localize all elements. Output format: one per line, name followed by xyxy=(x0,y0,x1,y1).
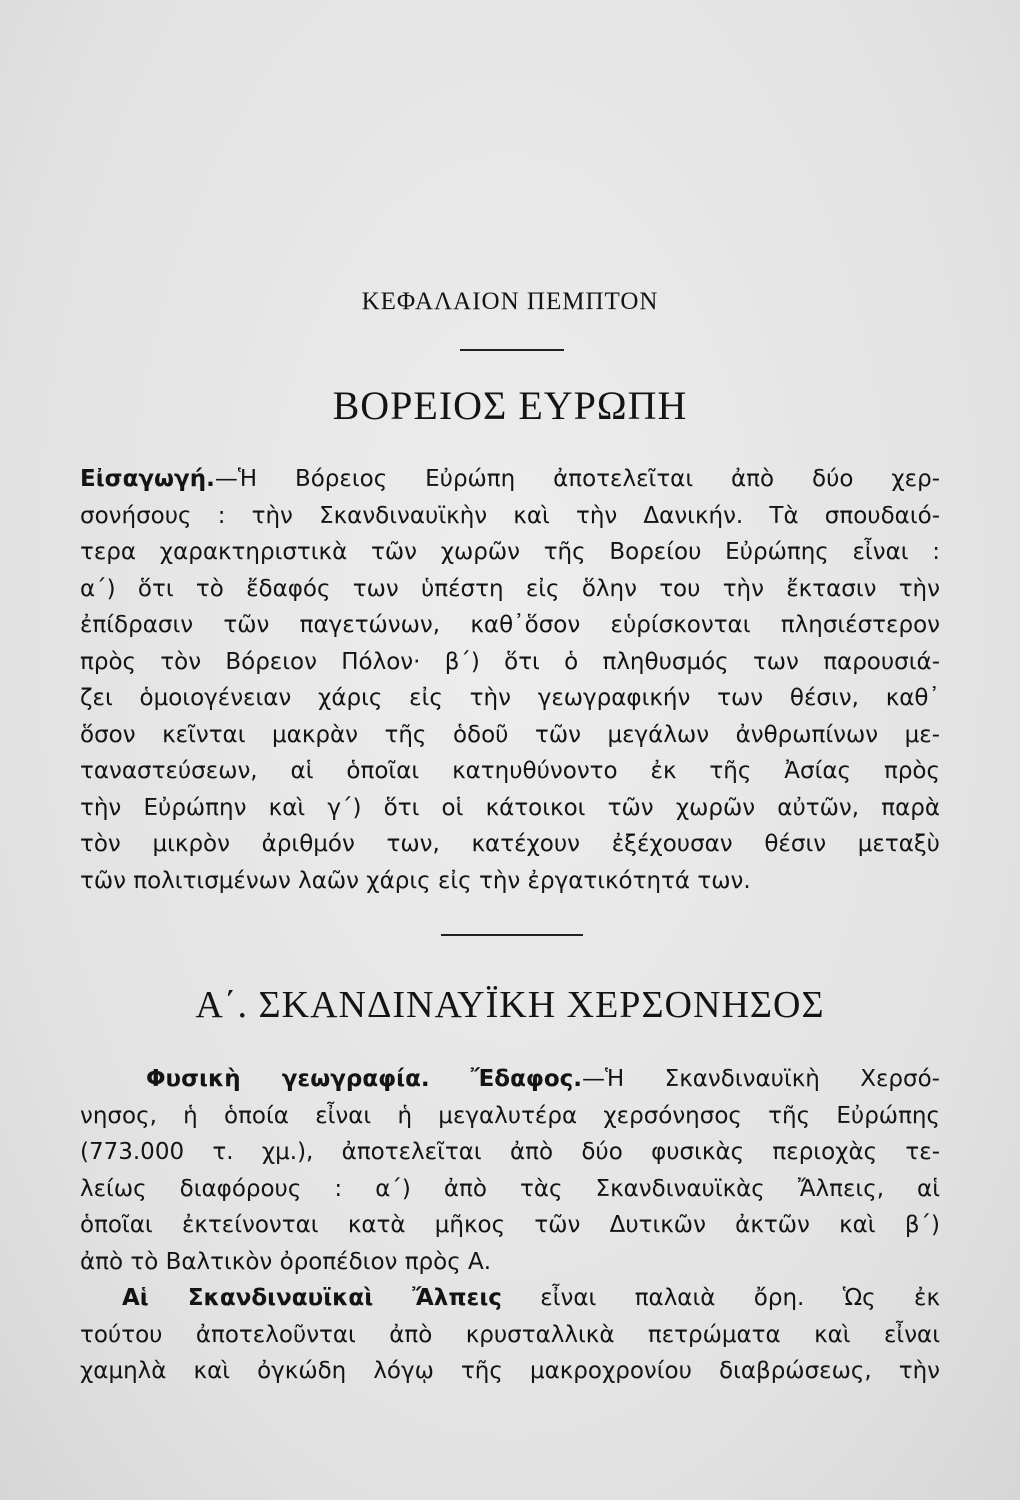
para2-lead: Αἱ Σκανδιναυϊκαὶ Ἄλπεις xyxy=(122,1285,502,1311)
line-text: εἶναι παλαιὰ ὄρη. Ὡς ἐκ xyxy=(501,1285,940,1311)
chapter-title: ΒΟΡΕΙΟΣ ΕΥΡΩΠΗ xyxy=(332,383,688,428)
text-line: σονήσους : τὴν Σκανδιναυϊκὴν καὶ τὴν Δανικήν. Τὰ σπουδαιό- xyxy=(80,502,940,529)
text-line: τούτου ἀποτελοῦνται ἀπὸ κρυσταλλικὰ πετρώματα καὶ εἶναι xyxy=(80,1321,940,1348)
divider-rule xyxy=(460,349,564,351)
line-text: —Ἡ Βόρειος Εὐρώπη ἀποτελεῖται ἀπὸ δύο χερ- xyxy=(214,466,940,492)
text-line: (773.000 τ. χμ.), ἀποτελεῖται ἀπὸ δύο φυσικὰς περιοχὰς τε- xyxy=(80,1139,940,1165)
text-line: ταναστεύσεων, αἱ ὁποῖαι κατηυθύνοντο ἐκ τῆς Ἀσίας πρὸς xyxy=(80,758,940,784)
chapter-heading: ΚΕΦΑΛΑΙΟΝ ΠΕΜΠΤΟΝ xyxy=(361,288,659,315)
text-line: λείως διαφόρους : α΄) ἀπὸ τὰς Σκανδιναυϊκὰς Ἄλπεις, αἱ xyxy=(80,1175,940,1202)
line-text: —Ἡ Σκανδιναυϊκὴ Χερσό- xyxy=(582,1066,940,1092)
text-line: νησος, ἡ ὁποία εἶναι ἡ μεγαλυτέρα χερσόνησος τῆς Εὐρώπης xyxy=(80,1102,940,1129)
text-line: πρὸς τὸν Βόρειον Πόλον· β΄) ὅτι ὁ πληθυσμός των παρουσιά- xyxy=(80,648,940,675)
text-line: ζει ὁμοιογένειαν χάρις εἰς τὴν γεωγραφικήν των θέσιν, καθ᾽ xyxy=(80,685,940,711)
text-line: ἀπὸ τὸ Βαλτικὸν ὀροπέδιον πρὸς Α. xyxy=(80,1248,492,1275)
intro-lead: Εἰσαγωγή. xyxy=(80,466,215,492)
divider-rule xyxy=(441,934,583,936)
text-line xyxy=(80,461,940,498)
text-line: τερα χαρακτηριστικὰ τῶν χωρῶν τῆς Βορείου Εὐρώπης εἶναι : xyxy=(80,539,940,565)
text-line: ὁποῖαι ἐκτείνονται κατὰ μῆκος τῶν Δυτικῶν ἀκτῶν καὶ β΄) xyxy=(80,1212,940,1238)
text-line: χαμηλὰ καὶ ὀγκώδη λόγῳ τῆς μακροχρονίου διαβρώσεως, τὴν xyxy=(80,1358,940,1384)
text-line xyxy=(80,1280,940,1317)
intro-paragraph xyxy=(80,461,940,899)
text-line: α΄) ὅτι τὸ ἔδαφός των ὑπέστη εἰς ὅλην του τὴν ἔκτασιν τὴν xyxy=(80,575,940,602)
section-paragraph xyxy=(80,1061,940,1390)
section-title: Α΄. ΣΚΑΝΔΙΝΑΥΪΚΗ ΧΕΡΣΟΝΗΣΟΣ xyxy=(195,984,825,1026)
text-line: ἐπίδρασιν τῶν παγετώνων, καθ᾽ὅσον εὑρίσκονται πλησιέστερον xyxy=(80,612,940,638)
section-lead: Φυσικὴ γεωγραφία. Ἔδαφος. xyxy=(146,1066,583,1092)
text-line: ὅσον κεῖνται μακρὰν τῆς ὁδοῦ τῶν μεγάλων ἀνθρωπίνων με- xyxy=(80,721,940,748)
text-line: τῶν πολιτισμένων λαῶν χάρις εἰς τὴν ἐργατικότητά των. xyxy=(80,867,751,894)
text-line: τὸν μικρὸν ἀριθμόν των, κατέχουν ἐξέχουσαν θέσιν μεταξὺ xyxy=(80,831,940,857)
text-line: τὴν Εὐρώπην καὶ γ΄) ὅτι οἱ κάτοικοι τῶν χωρῶν αὐτῶν, παρὰ xyxy=(80,794,940,821)
text-line xyxy=(80,1061,940,1098)
